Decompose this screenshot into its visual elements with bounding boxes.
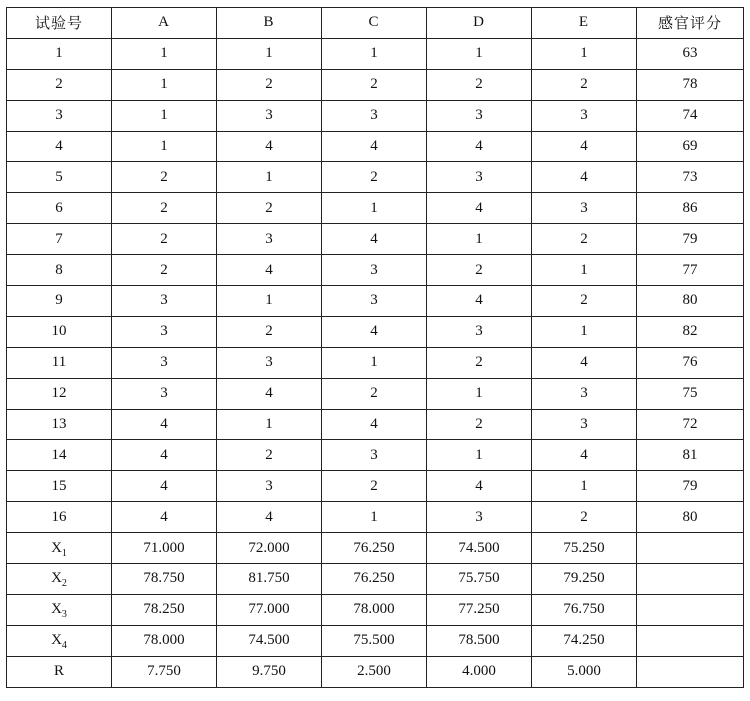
table-cell: 10 — [7, 316, 112, 347]
table-cell: 4 — [427, 131, 532, 162]
table-cell: 2 — [7, 69, 112, 100]
table-cell: 79 — [637, 471, 744, 502]
table-cell: 4 — [217, 255, 322, 286]
summary-cell: 75.500 — [322, 625, 427, 656]
table-cell: 78 — [637, 69, 744, 100]
summary-cell: 76.250 — [322, 564, 427, 595]
table-cell: 1 — [532, 471, 637, 502]
summary-row — [7, 564, 744, 595]
table-row — [7, 193, 744, 224]
table-cell: 3 — [112, 286, 217, 317]
table-cell: 63 — [637, 38, 744, 69]
table-cell: 1 — [217, 409, 322, 440]
table-cell: 3 — [322, 100, 427, 131]
table-cell: 82 — [637, 316, 744, 347]
table-cell: 3 — [112, 347, 217, 378]
summary-cell: 81.750 — [217, 564, 322, 595]
summary-cell: 4.000 — [427, 656, 532, 687]
table-cell: 4 — [532, 162, 637, 193]
summary-empty-cell — [637, 625, 744, 656]
table-cell: 4 — [112, 502, 217, 533]
table-cell: 4 — [532, 440, 637, 471]
table-cell: 2 — [322, 471, 427, 502]
table-cell: 4 — [7, 131, 112, 162]
table-cell: 1 — [7, 38, 112, 69]
table-cell: 1 — [112, 131, 217, 162]
table-cell: 80 — [637, 502, 744, 533]
header-trial-number: 试验号 — [7, 8, 112, 39]
table-cell: 4 — [112, 440, 217, 471]
summary-row — [7, 533, 744, 564]
summary-cell: 9.750 — [217, 656, 322, 687]
table-cell: 79 — [637, 224, 744, 255]
summary-label — [7, 564, 112, 595]
table-row — [7, 409, 744, 440]
table-cell: 4 — [322, 409, 427, 440]
summary-label — [7, 656, 112, 687]
summary-cell: 79.250 — [532, 564, 637, 595]
table-cell: 76 — [637, 347, 744, 378]
table-cell: 1 — [532, 255, 637, 286]
table-cell: 3 — [322, 286, 427, 317]
table-cell: 3 — [532, 409, 637, 440]
table-cell: 2 — [112, 193, 217, 224]
table-cell: 2 — [217, 193, 322, 224]
table-cell: 2 — [322, 378, 427, 409]
table-cell: 3 — [427, 316, 532, 347]
table-cell: 3 — [532, 100, 637, 131]
table-cell: 8 — [7, 255, 112, 286]
summary-cell: 74.250 — [532, 625, 637, 656]
table-cell: 3 — [217, 100, 322, 131]
table-row — [7, 316, 744, 347]
table-cell: 12 — [7, 378, 112, 409]
table-cell: 15 — [7, 471, 112, 502]
table-cell: 2 — [217, 69, 322, 100]
summary-label-main: X — [51, 601, 62, 618]
table-cell: 2 — [112, 162, 217, 193]
table-cell: 3 — [532, 378, 637, 409]
table-cell: 4 — [112, 471, 217, 502]
table-cell: 3 — [112, 378, 217, 409]
table-cell: 2 — [532, 286, 637, 317]
summary-label — [7, 625, 112, 656]
table-cell: 81 — [637, 440, 744, 471]
table-row — [7, 440, 744, 471]
summary-cell: 74.500 — [427, 533, 532, 564]
summary-row — [7, 656, 744, 687]
table-cell: 1 — [322, 347, 427, 378]
table-cell: 74 — [637, 100, 744, 131]
table-cell: 2 — [217, 440, 322, 471]
table-cell: 2 — [427, 255, 532, 286]
table-cell: 4 — [322, 131, 427, 162]
table-cell: 4 — [217, 378, 322, 409]
summary-label — [7, 533, 112, 564]
table-row — [7, 69, 744, 100]
summary-empty-cell — [637, 533, 744, 564]
table-cell: 1 — [217, 286, 322, 317]
table-cell: 14 — [7, 440, 112, 471]
table-cell: 2 — [112, 255, 217, 286]
table-cell: 2 — [427, 409, 532, 440]
table-cell: 1 — [532, 316, 637, 347]
table-cell: 86 — [637, 193, 744, 224]
table-cell: 6 — [7, 193, 112, 224]
table-cell: 2 — [427, 347, 532, 378]
table-row — [7, 131, 744, 162]
table-row — [7, 347, 744, 378]
summary-label-main: X — [51, 632, 62, 649]
table-cell: 1 — [112, 100, 217, 131]
summary-label-main: R — [53, 663, 64, 680]
table-cell: 2 — [532, 502, 637, 533]
table-cell: 4 — [322, 224, 427, 255]
table-cell: 4 — [532, 131, 637, 162]
summary-label-subscript: 2 — [61, 578, 67, 590]
summary-cell: 78.500 — [427, 625, 532, 656]
table-cell: 3 — [322, 255, 427, 286]
table-row — [7, 38, 744, 69]
table-cell: 4 — [532, 347, 637, 378]
table-row — [7, 286, 744, 317]
summary-row — [7, 594, 744, 625]
summary-cell: 77.000 — [217, 594, 322, 625]
table-cell: 4 — [217, 502, 322, 533]
summary-cell: 78.250 — [112, 594, 217, 625]
summary-cell: 76.750 — [532, 594, 637, 625]
table-cell: 2 — [427, 69, 532, 100]
table-cell: 1 — [322, 502, 427, 533]
summary-cell: 74.500 — [217, 625, 322, 656]
table-cell: 3 — [322, 440, 427, 471]
summary-label — [7, 594, 112, 625]
header-row — [7, 8, 744, 39]
header-factor-a: A — [112, 8, 217, 39]
summary-cell: 78.750 — [112, 564, 217, 595]
table-cell: 1 — [427, 440, 532, 471]
summary-cell: 77.250 — [427, 594, 532, 625]
table-cell: 1 — [427, 224, 532, 255]
summary-rows — [7, 533, 744, 687]
table-cell: 3 — [112, 316, 217, 347]
table-cell: 7 — [7, 224, 112, 255]
header-sensory-score: 感官评分 — [637, 8, 744, 39]
table-row — [7, 100, 744, 131]
table-cell: 3 — [427, 100, 532, 131]
table-cell: 1 — [112, 38, 217, 69]
table-cell: 3 — [217, 347, 322, 378]
table-cell: 77 — [637, 255, 744, 286]
summary-cell: 76.250 — [322, 533, 427, 564]
header-factor-e: E — [532, 8, 637, 39]
table-cell: 16 — [7, 502, 112, 533]
summary-cell: 72.000 — [217, 533, 322, 564]
table-cell: 2 — [217, 316, 322, 347]
table-cell: 2 — [112, 224, 217, 255]
table-cell: 2 — [532, 69, 637, 100]
table-cell: 4 — [427, 193, 532, 224]
table-cell: 1 — [427, 378, 532, 409]
summary-label-main: X — [51, 570, 62, 587]
table-cell: 3 — [217, 224, 322, 255]
summary-label-subscript: 4 — [61, 640, 67, 652]
table-cell: 9 — [7, 286, 112, 317]
summary-cell: 71.000 — [112, 533, 217, 564]
table-cell: 4 — [427, 471, 532, 502]
table-cell: 69 — [637, 131, 744, 162]
table-cell: 1 — [322, 193, 427, 224]
table-cell: 11 — [7, 347, 112, 378]
table-row — [7, 255, 744, 286]
summary-empty-cell — [637, 594, 744, 625]
summary-empty-cell — [637, 564, 744, 595]
table-cell: 4 — [112, 409, 217, 440]
table-cell: 3 — [532, 193, 637, 224]
table-cell: 73 — [637, 162, 744, 193]
table-row — [7, 502, 744, 533]
table-cell: 75 — [637, 378, 744, 409]
header-factor-b: B — [217, 8, 322, 39]
table-row — [7, 224, 744, 255]
table-row — [7, 471, 744, 502]
trial-rows — [7, 38, 744, 532]
summary-cell: 75.250 — [532, 533, 637, 564]
table-cell: 1 — [217, 162, 322, 193]
table-cell: 4 — [427, 286, 532, 317]
table-cell: 3 — [7, 100, 112, 131]
header-factor-c: C — [322, 8, 427, 39]
summary-empty-cell — [637, 656, 744, 687]
table-cell: 2 — [322, 69, 427, 100]
summary-label-main: X — [51, 539, 62, 556]
table-cell: 13 — [7, 409, 112, 440]
table-cell: 3 — [427, 162, 532, 193]
table-cell: 3 — [427, 502, 532, 533]
table-cell: 1 — [427, 38, 532, 69]
orthogonal-test-table — [6, 7, 744, 688]
summary-label-subscript: 1 — [61, 547, 67, 559]
summary-row — [7, 625, 744, 656]
table-cell: 72 — [637, 409, 744, 440]
table-cell: 1 — [322, 38, 427, 69]
summary-cell: 75.750 — [427, 564, 532, 595]
table-cell: 2 — [532, 224, 637, 255]
table-cell: 2 — [322, 162, 427, 193]
header-factor-d: D — [427, 8, 532, 39]
table-cell: 3 — [217, 471, 322, 502]
summary-label-subscript: 3 — [61, 609, 67, 621]
summary-cell: 78.000 — [322, 594, 427, 625]
table-cell: 4 — [322, 316, 427, 347]
summary-cell: 2.500 — [322, 656, 427, 687]
table-cell: 4 — [217, 131, 322, 162]
table-row — [7, 162, 744, 193]
table-cell: 80 — [637, 286, 744, 317]
table-cell: 1 — [217, 38, 322, 69]
table-cell: 1 — [532, 38, 637, 69]
summary-cell: 7.750 — [112, 656, 217, 687]
table-cell: 5 — [7, 162, 112, 193]
table-cell: 1 — [112, 69, 217, 100]
summary-cell: 78.000 — [112, 625, 217, 656]
table-row — [7, 378, 744, 409]
summary-cell: 5.000 — [532, 656, 637, 687]
